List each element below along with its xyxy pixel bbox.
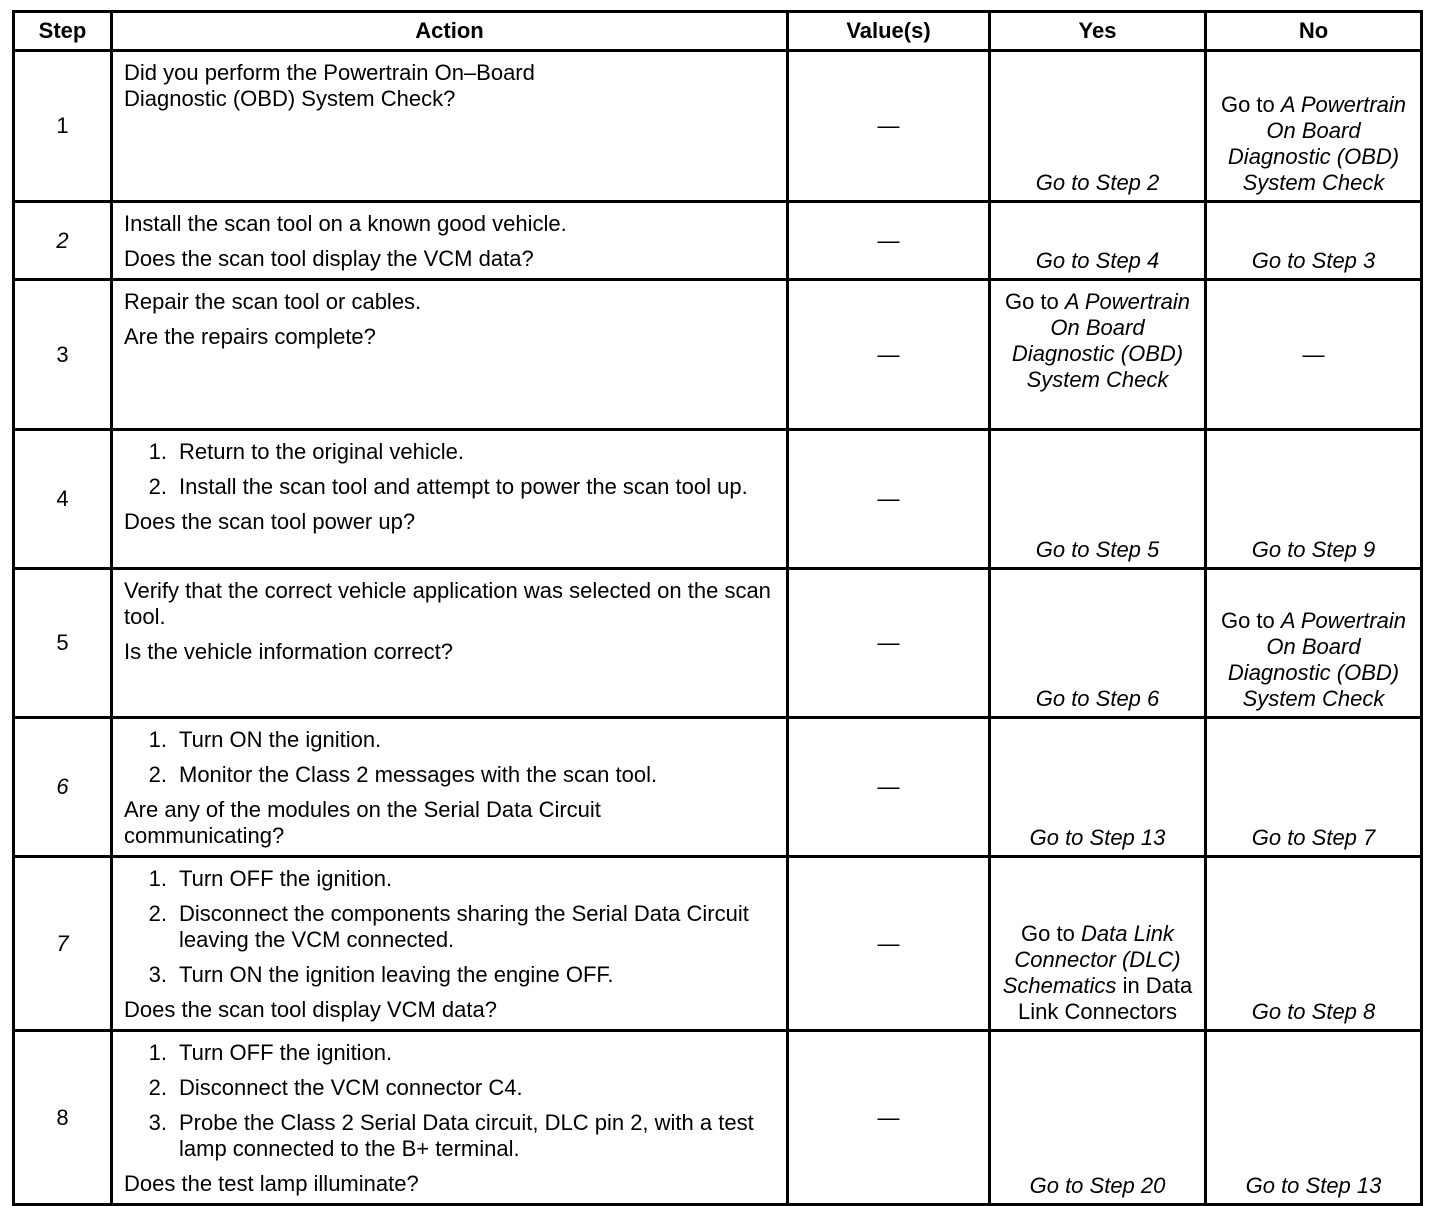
list-item-text: Probe the Class 2 Serial Data circuit, DLC pin 2, with a test lamp connected to the B+ terminal. [179,1110,754,1161]
list-item-text: Return to the original vehicle. [179,439,464,464]
list-item-number: 2. [148,901,167,926]
list-item-text: Install the scan tool and attempt to power the scan tool up. [179,474,748,499]
yes-goto: Go to Step 6 [1035,686,1160,711]
yes-cell [990,51,1206,202]
list-item [124,866,776,892]
action-cell [112,1031,788,1205]
table-row [14,202,1422,280]
no-goto-prefix: Go to [1220,608,1275,633]
header-values: Value(s) [788,12,990,51]
list-item-number: 2. [148,1075,167,1100]
yes-cell [990,1031,1206,1205]
list-item-text: Turn ON the ignition. [179,727,382,752]
action-text: Install the scan tool on a known good vehicle. [124,211,567,236]
step-number: 6 [14,718,112,857]
action-text: Verify that the correct vehicle application was selected on the scan tool. [124,578,771,629]
yes-goto-suffix: in Data Link Connectors [1018,973,1193,1024]
table-row [14,430,1422,569]
table-row [14,280,1422,430]
no-cell [1206,51,1422,202]
list-item-number: 2. [148,474,167,499]
value-cell: — [788,51,990,202]
header-step: Step [14,12,112,51]
list-item-number: 2. [148,762,167,787]
action-text: Repair the scan tool or cables. [124,289,422,314]
action-question: Does the scan tool display VCM data? [124,997,497,1022]
no-goto-ref: A Powertrain On Board Diagnostic (OBD) System Check [1227,608,1407,711]
action-cell [112,718,788,857]
diagnostic-table [12,10,1423,1206]
no-cell: — [1206,280,1422,430]
no-goto: Go to Step 3 [1251,248,1376,273]
list-item-text: Turn OFF the ignition. [179,866,393,891]
value-cell: — [788,430,990,569]
header-row [14,12,1422,51]
step-number: 4 [14,430,112,569]
yes-goto: Go to Step 20 [1029,1173,1166,1198]
table-row [14,857,1422,1031]
step-number: 8 [14,1031,112,1205]
list-item-text: Turn OFF the ignition. [179,1040,393,1065]
yes-goto: Go to Step 13 [1029,825,1166,850]
action-question: Does the scan tool power up? [124,509,416,534]
yes-cell [990,202,1206,280]
step-number: 2 [14,202,112,280]
list-item [124,962,776,988]
yes-goto: Go to Step 4 [1035,248,1160,273]
table-row [14,51,1422,202]
list-item-text: Turn ON the ignition leaving the engine OFF. [179,962,614,987]
list-item-number: 3. [148,962,167,987]
list-item [124,901,776,953]
action-cell [112,569,788,718]
no-goto: Go to Step 8 [1251,999,1376,1024]
no-goto: Go to Step 9 [1251,537,1376,562]
action-cell [112,202,788,280]
yes-goto-prefix: Go to [1021,921,1075,946]
action-cell [112,51,788,202]
step-number: 5 [14,569,112,718]
header-yes: Yes [990,12,1206,51]
yes-goto-ref: Data Link Connector (DLC) Schematics [1002,921,1181,998]
no-cell [1206,202,1422,280]
list-item [124,762,776,788]
yes-goto-ref: A Powertrain On Board Diagnostic (OBD) System Check [1011,289,1191,392]
yes-cell [990,569,1206,718]
list-item-number: 1. [148,1040,167,1065]
list-item-number: 3. [148,1110,167,1135]
list-item-number: 1. [148,439,167,464]
action-question: Are the repairs complete? [124,324,376,349]
action-question: Does the scan tool display the VCM data? [124,246,534,271]
action-text: Did you perform the Powertrain On–Board Diagnostic (OBD) System Check? [124,60,535,111]
list-item-text: Disconnect the VCM connector C4. [179,1075,523,1100]
yes-cell [990,280,1206,430]
yes-goto: Go to Step 5 [1035,537,1160,562]
yes-goto-prefix: Go to [1004,289,1059,314]
list-item [124,439,776,465]
list-item [124,474,776,500]
no-cell [1206,857,1422,1031]
yes-cell [990,857,1206,1031]
action-question: Does the test lamp illuminate? [124,1171,419,1196]
no-cell [1206,569,1422,718]
step-number: 3 [14,280,112,430]
yes-cell [990,430,1206,569]
action-cell [112,857,788,1031]
list-item-text: Disconnect the components sharing the Serial Data Circuit leaving the VCM connected. [179,901,749,952]
list-item-number: 1. [148,727,167,752]
no-goto: Go to Step 7 [1251,825,1376,850]
yes-goto: Go to Step 2 [1035,170,1160,195]
no-cell [1206,1031,1422,1205]
value-cell: — [788,202,990,280]
value-cell: — [788,857,990,1031]
header-no: No [1206,12,1422,51]
list-item [124,1075,776,1101]
list-item [124,1040,776,1066]
action-question: Are any of the modules on the Serial Data Circuit communicating? [124,797,601,848]
action-cell [112,280,788,430]
value-cell: — [788,1031,990,1205]
no-goto: Go to Step 13 [1245,1173,1382,1198]
value-cell: — [788,280,990,430]
step-number: 1 [14,51,112,202]
yes-cell [990,718,1206,857]
value-cell: — [788,718,990,857]
header-action: Action [112,12,788,51]
list-item [124,727,776,753]
table-row [14,569,1422,718]
table-row [14,718,1422,857]
no-goto-prefix: Go to [1220,92,1275,117]
list-item-number: 1. [148,866,167,891]
value-cell: — [788,569,990,718]
step-number: 7 [14,857,112,1031]
table-row [14,1031,1422,1205]
no-cell [1206,718,1422,857]
list-item-text: Monitor the Class 2 messages with the scan tool. [179,762,658,787]
action-question: Is the vehicle information correct? [124,639,453,664]
list-item [124,1110,776,1162]
no-goto-ref: A Powertrain On Board Diagnostic (OBD) System Check [1227,92,1407,195]
no-cell [1206,430,1422,569]
action-cell [112,430,788,569]
